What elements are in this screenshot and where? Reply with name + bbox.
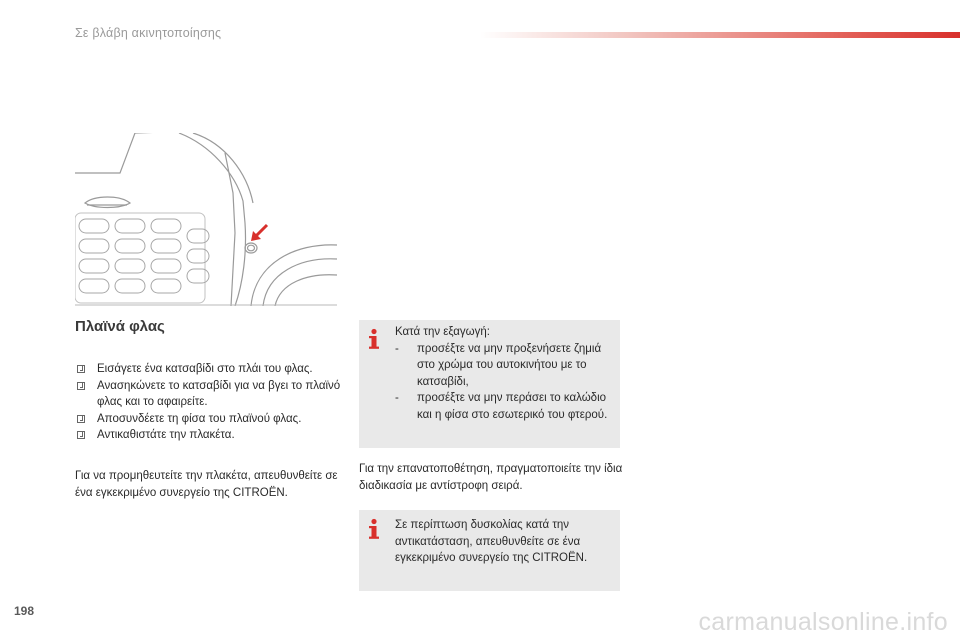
checkbox-bullet-icon	[77, 431, 85, 439]
list-item	[395, 341, 612, 391]
checkbox-bullet-icon	[77, 415, 85, 423]
checkbox-bullet-icon	[77, 365, 85, 373]
page-title: Πλαϊνά φλας	[75, 318, 165, 335]
list-item	[395, 390, 612, 423]
pointer-arrow-icon	[251, 225, 267, 241]
info-icon	[366, 518, 382, 540]
car-side-illustration	[75, 133, 337, 306]
info-box-extraction	[359, 320, 620, 448]
list-item	[75, 361, 345, 378]
checkbox-bullet-icon	[77, 382, 85, 390]
list-item	[75, 411, 345, 428]
list-item	[75, 427, 345, 444]
step-text: Αποσυνδέετε τη φίσα του πλαϊνού φλας.	[97, 412, 302, 425]
step-text: Ανασηκώνετε το κατσαβίδι για να βγει το πλαϊνό φλας και το αφαιρείτε.	[97, 379, 341, 408]
info-item-text: προσέξτε να μην περάσει το καλώδιο και η φίσα στο εσωτερικό του φτερού.	[417, 392, 608, 421]
watermark: carmanualsonline.info	[698, 608, 948, 636]
page-number: 198	[14, 604, 35, 618]
supply-note: Για να προμηθευτείτε την πλακέτα, απευθυνθείτε σε ένα εγκεκριμένο συνεργείο της CITROËN.	[75, 470, 338, 499]
step-text: Εισάγετε ένα κατσαβίδι στο πλάι του φλας.	[97, 363, 313, 375]
reinstall-note: Για την επανατοποθέτηση, πραγματοποιείτε την ίδια διαδικασία με αντίστροφη σειρά.	[359, 463, 623, 492]
info-item-text: προσέξτε να μην προξενήσετε ζημιά στο χρώμα του αυτοκινήτου με το κατσαβίδι,	[417, 342, 602, 388]
info-box-difficulty	[359, 510, 620, 591]
steps-list	[75, 361, 345, 444]
header-accent-bar	[480, 32, 960, 38]
step-text: Αντικαθιστάτε την πλακέτα.	[97, 429, 235, 441]
dash-marker: -	[395, 392, 399, 404]
dash-marker: -	[395, 342, 399, 355]
info-icon	[366, 328, 382, 350]
info-text: Σε περίπτωση δυσκολίας κατά την αντικατάσταση, απευθυνθείτε σε ένα εγκεκριμένο συνεργείο της CITROËN.	[395, 519, 588, 564]
section-header: Σε βλάβη ακινητοποίησης	[75, 26, 222, 40]
info-intro: Κατά την εξαγωγή:	[395, 326, 490, 338]
list-item	[75, 378, 345, 411]
